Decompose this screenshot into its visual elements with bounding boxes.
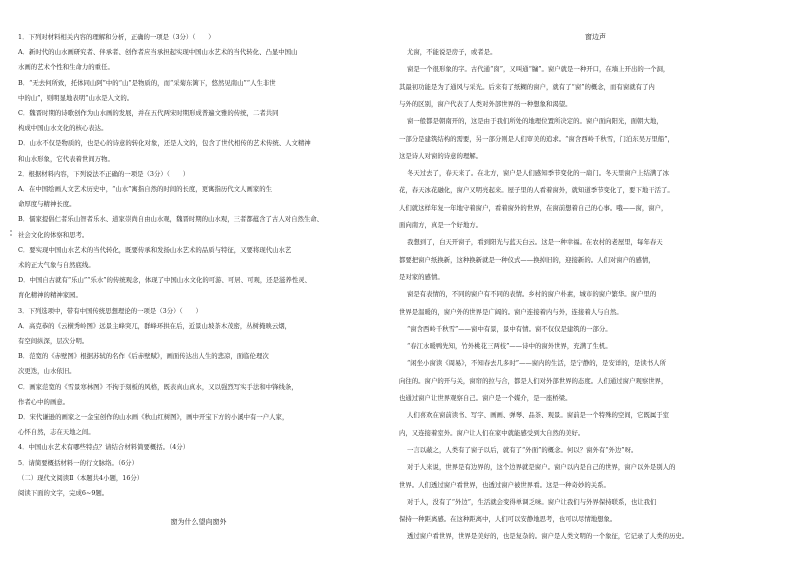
left-column-text-line: 1．下列对材料相关内容的理解和分析，正确的一项是（3分）（ ）: [18, 33, 215, 41]
right-column-text-line: 都要把窗户纸换新，这种换新就是一种仪式——换掉旧的，迎接新的。人们对窗户的感情，: [399, 255, 655, 264]
right-column-text-line: 也通过窗户让世界观察自己。窗户是一个媒介，是一座桥梁。: [399, 394, 572, 402]
left-column-text-line: 3．下列选项中，带有中国传统思想理论的一项是（3分）（ ）: [18, 306, 202, 315]
left-column-bottom-title: 窗为什么望向窗外: [170, 518, 227, 526]
right-column-text-line: 其最初功能是为了通风与采光。后来有了纸糊的窗户，就有了“窗”的概念，而有窗就有了内: [399, 82, 655, 91]
right-column-text-line: 向往的。窗户的开与关，窗帘的拉与合，都是人们对外部世界的态度。人们通过窗户观察世界，: [399, 376, 668, 385]
left-column-text-line: 水画的艺术个性和生命力的重任。: [18, 63, 114, 72]
right-column-text-line: “闲坐小窗读《周易》，不知春去几多时”——窗内的生活，是宁静的，是安详的，是读书人所: [407, 359, 666, 368]
left-column-text-line: D．山水不仅是物质的，也是心的诗意的转化对象，还是人文的，包含了世代相传的艺术传统、人文精神: [18, 139, 311, 148]
left-column-text-line: B．儒家提倡仁者乐山智者乐水、道家崇尚自由山水观，魏晋时期的山水观，三者都蕴含了古人对自然生命、: [18, 215, 324, 224]
left-column-text-line: 次更迭，山水依旧。: [18, 367, 76, 376]
right-column-top-title: 窗边声: [585, 33, 606, 41]
right-column-text-line: 一言以蔽之，人类有了窗子以后，就有了“外面”的概念。何以？窗外有“外边”呀。: [407, 445, 638, 454]
left-column-text-line: B．范宽的《赤壁图》根据苏轼的名作《后赤壁赋》，画面传达出人生的悲凉，面临伦理次: [18, 352, 269, 361]
right-column-text-line: 一部分是建筑结构的需要，另一部分则是人们审美的追求。“窗含西岭千秋雪，门泊东吴万里船”，: [399, 134, 674, 143]
left-column-text-line: 阅读下面的文字，完成6~9题。: [18, 489, 109, 497]
left-column-text-line: 有空间纵深，层次分明。: [18, 337, 89, 345]
left-column-text-line: D．中国自古就有“乐山”“乐水”的传统观念，体现了中国山水文化的可游、可居、可观，还是滋养性灵、: [18, 276, 311, 285]
right-column-text-line: “春江水暖鸭先知，竹外桃花三两枝”——诗中的窗外世界，充满了生机。: [407, 342, 612, 351]
right-column-text-line: 对于人，没有了“外边”，生活就会变得单调乏味。窗户让我们与外界保持联系，也让我们: [407, 497, 657, 506]
left-column-text-line: D．宋代谦逊的画家之一金宝创作的山水画《秋山红树图》，画中开宝下方的小溪中有一户人家，: [18, 413, 289, 421]
right-column-text-line: 窗是一个很形象的字。古代通“囱”，又叫通“牖”。窗户就是一种开口，在墙上开出的一个洞，: [407, 65, 670, 74]
right-column-text-line: 尤窗，不能说是房子，或者是。: [407, 48, 497, 56]
left-column-text-line: C．要实现中国山水艺术的当代转化，既要传承和发扬山水艺术的品质与特征，又要将现代山水艺: [18, 245, 292, 254]
left-column-text-line: 5．请简要概括材料一的行文脉络。（6分）: [18, 458, 138, 467]
right-column-text-line: 内，又连接着室外。窗户让人们在家中就能感受到大自然的美好。: [399, 428, 585, 437]
right-column-text-line: 世界。人们透过窗户看世界，也透过窗户被世界看。这是一种奇妙的关系。: [399, 480, 610, 489]
right-column-text-line: “窗含西岭千秋雪”——窗中有景，景中有情。窗不仅仅是建筑的一部分。: [407, 324, 612, 333]
right-column-text-line: 与外的区别，窗户代表了人类对外部世界的一种想象和渴望。: [399, 99, 572, 108]
right-column-text-line: 对于人来说，世界是有边界的，这个边界就是窗户。窗户以内是自己的世界，窗户以外是别人的: [407, 463, 676, 472]
left-column-text-line: 社会文化的体察和思考。: [18, 230, 89, 239]
right-column: [397, 0, 794, 562]
left-column-text-line: 构成中国山水文化的核心表达。: [18, 124, 108, 133]
left-column-text-line: 作者心中的画意。: [18, 397, 70, 406]
left-column-text-line: 中的山”，则明显地表明“山水是人文的。: [18, 93, 134, 102]
right-column-text-line: 保持一种距离感。在这种距离中，人们可以安静地思考，也可以尽情地想象。: [399, 515, 617, 524]
right-column-text-line: 花，春天冰花融化，窗户又明亮起来。屋子里的人看着窗外，就知道季节变化了，要下地干活了。: [399, 186, 674, 195]
right-column-text-line: 面向南方，真是一个好地方。: [399, 221, 483, 229]
left-column-text-line: A．新时代的山水画研究者、伴承者、创作者应当承担起实现中国山水艺术的当代转化、凸显中国山: [18, 48, 298, 57]
left-column-text-line: 和山水形象，它代表着世间万物。: [18, 154, 114, 163]
left-column-text-line: 2．根据材料内容，下列说法不正确的一项是（3分）（ ）: [18, 169, 190, 178]
left-column-text-line: 4．中国山水艺术有哪些特点？请结合材料简要概括。（4分）: [18, 443, 190, 452]
left-column-text-line: 育化精神的精神家园。: [18, 291, 82, 300]
right-column-text-line: 世界是温暖的，窗户外的世界是广阔的。窗户连接着内与外，连接着人与自然。: [399, 307, 623, 316]
left-column-text-line: A．在中国绘画人文艺术历史中，“山水”寓指自然的时间的长度，更寓指历代文人画家的生: [18, 185, 272, 193]
right-column-text-line: 这是诗人对窗的诗意的理解。: [399, 151, 483, 160]
right-column-text-line: 窗一般都是朝南开的，这是由于我们所处的地理位置所决定的。窗户面向阳光，面朝大地，: [407, 117, 663, 126]
right-column-text-line: 人们喜欢在窗前读书、写字、画画、弹琴、品茶、观景。窗前是一个特殊的空间，它既属于室: [407, 411, 670, 420]
left-column-text-line: （二）现代文阅读Ⅱ（本题共4小题，16分）: [18, 473, 144, 482]
right-column-text-line: 窗是有表情的，不同的窗户有不同的表情。乡村的窗户朴素，城市的窗户繁华。窗户里的: [407, 290, 657, 299]
left-column-text-line: A．高克恭的《云横秀岭图》远景主峰突兀，群峰环拱在后，近景山坡茶木茂密，丛树掩映云烟，: [18, 321, 292, 330]
right-column-text-line: 我想到了，白天开窗子，看到阳光与蓝天白云。这是一种幸福。在农村的老屋里，每年春天: [407, 238, 663, 247]
left-column-text-line: B．“无去何所致，托体同山阿”中的“山”是物质的，而“采菊东篱下，悠然见南山”“人生非世: [18, 78, 276, 87]
right-column-text-line: 人们就这样年复一年地守着窗户，看着窗外的世界，在窗前想着自己的心事。哦——窗，窗户，: [399, 203, 668, 212]
left-column-text-line: 术的正大气象与自然底线。: [18, 261, 95, 269]
right-column-text-line: 冬天过去了，春天来了。在北方，窗户是人们感知季节变化的一扇门。冬天里窗户上结满了冰: [407, 169, 670, 178]
right-column-text-line: 是对家的感情。: [399, 272, 444, 281]
left-column-text-line: C．画家范宽的《雪景寒林图》不拘于刻板的风格，既表真山真水，又以强烈写实手法和中锋线条，: [18, 382, 298, 391]
right-column-text-line: 透过窗户看世界，世界是美好的，也是复杂的。窗户是人类文明的一个象征，它记录了人类的历史。: [407, 532, 689, 541]
binding-margin-dots: [10, 230, 13, 238]
left-column-text-line: C．魏晋时期的诗歌创作为山水画的发展，并在五代两宋时期形成普遍文雅的传统，二者共同: [18, 109, 279, 117]
left-column-text-line: 命厚度与精神长度。: [18, 200, 76, 209]
left-column-text-line: 心怀自然，志在天地之间。: [18, 428, 95, 437]
